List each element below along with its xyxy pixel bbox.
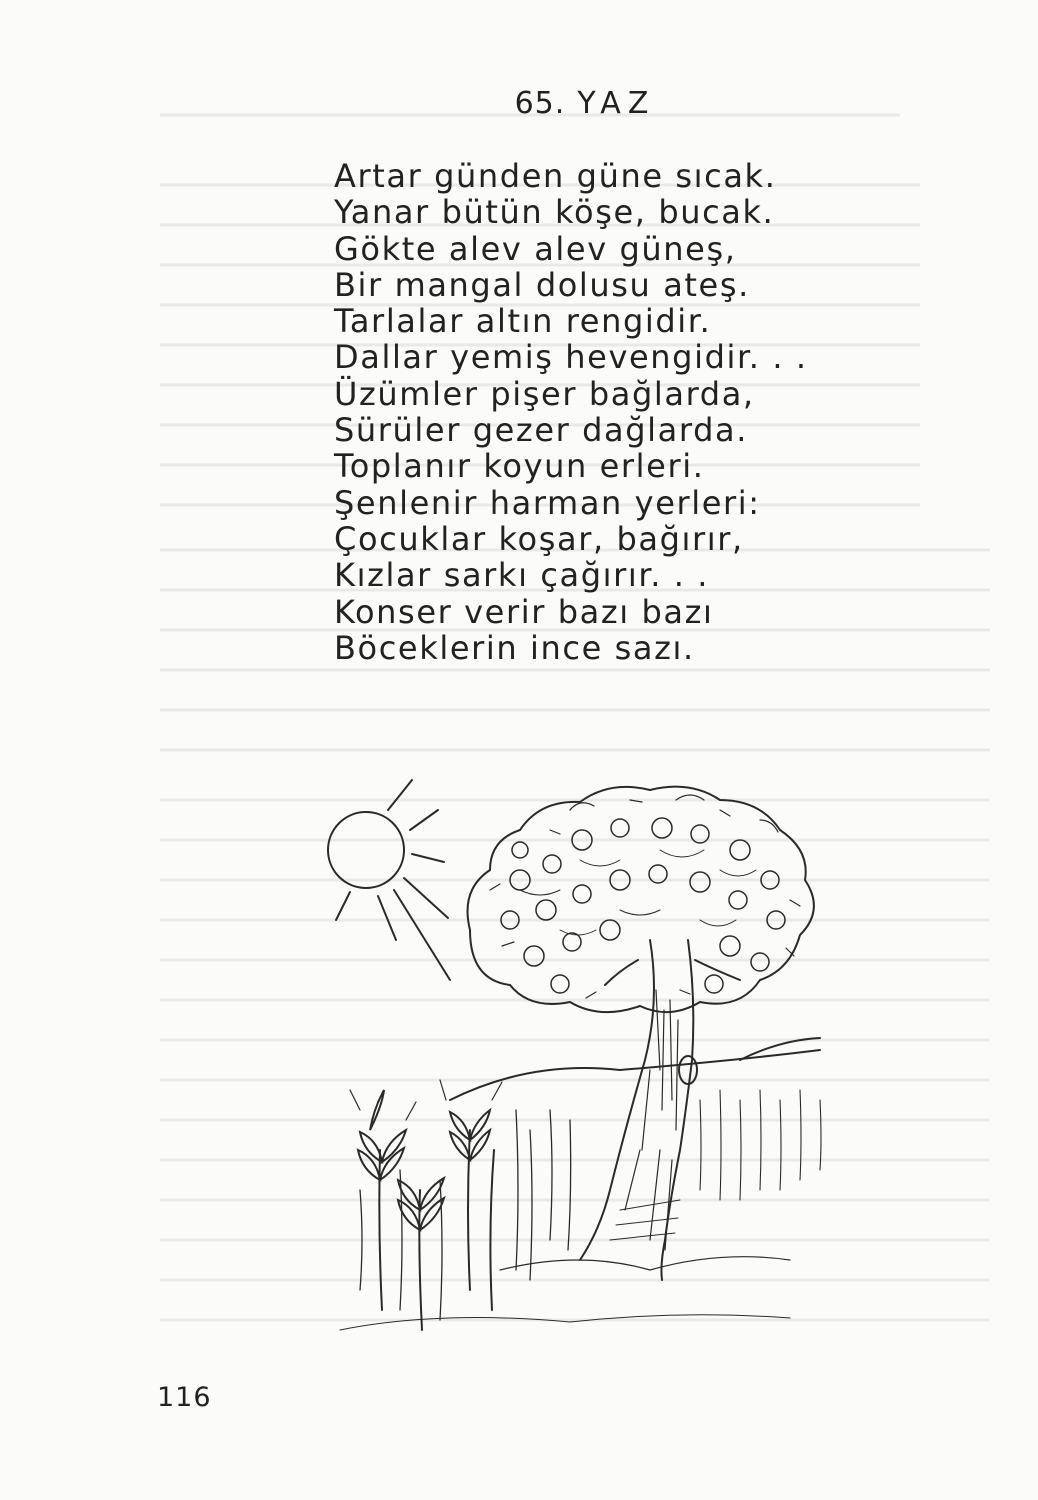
poem-line: Böceklerin ince sazı. (334, 628, 695, 667)
poem-title (0, 86, 1038, 121)
poem-line: Yanar bütün köşe, bucak. (334, 193, 775, 232)
poem-line: Gökte alev alev güneş, (334, 229, 737, 268)
tree-crown-drawing (468, 787, 814, 1012)
poem-number: 65. (514, 86, 566, 121)
poem-line: Kızlar sarkı çağırır. . . (334, 556, 710, 595)
poem-title-word: YAZ (577, 86, 656, 121)
page-number: 116 (157, 1382, 212, 1413)
poem-line: Artar günden güne sıcak. (334, 157, 777, 195)
poem-line: Konser verir bazı bazı (334, 592, 714, 631)
poem-line: Sürüler gezer dağlarda. (334, 411, 748, 450)
summer-illustration (320, 770, 840, 1350)
poem-line: Üzümler pişer bağlarda, (334, 374, 755, 413)
poem-line: Şenlenir harman yerleri: (334, 483, 761, 522)
poem-line: Toplanır koyun erleri. (334, 447, 705, 486)
poem-line: Bir mangal dolusu ateş. (334, 265, 750, 304)
poem-line: Çocuklar koşar, bağırır, (334, 519, 744, 558)
tree-trunk-drawing (580, 940, 740, 1280)
poem-body (334, 158, 808, 666)
sun-drawing (328, 780, 450, 980)
wheat-drawing (340, 1080, 821, 1330)
poem-line: Tarlalar altın rengidir. (334, 302, 712, 341)
poem-line: Dallar yemiş hevengidir. . . (334, 338, 808, 377)
